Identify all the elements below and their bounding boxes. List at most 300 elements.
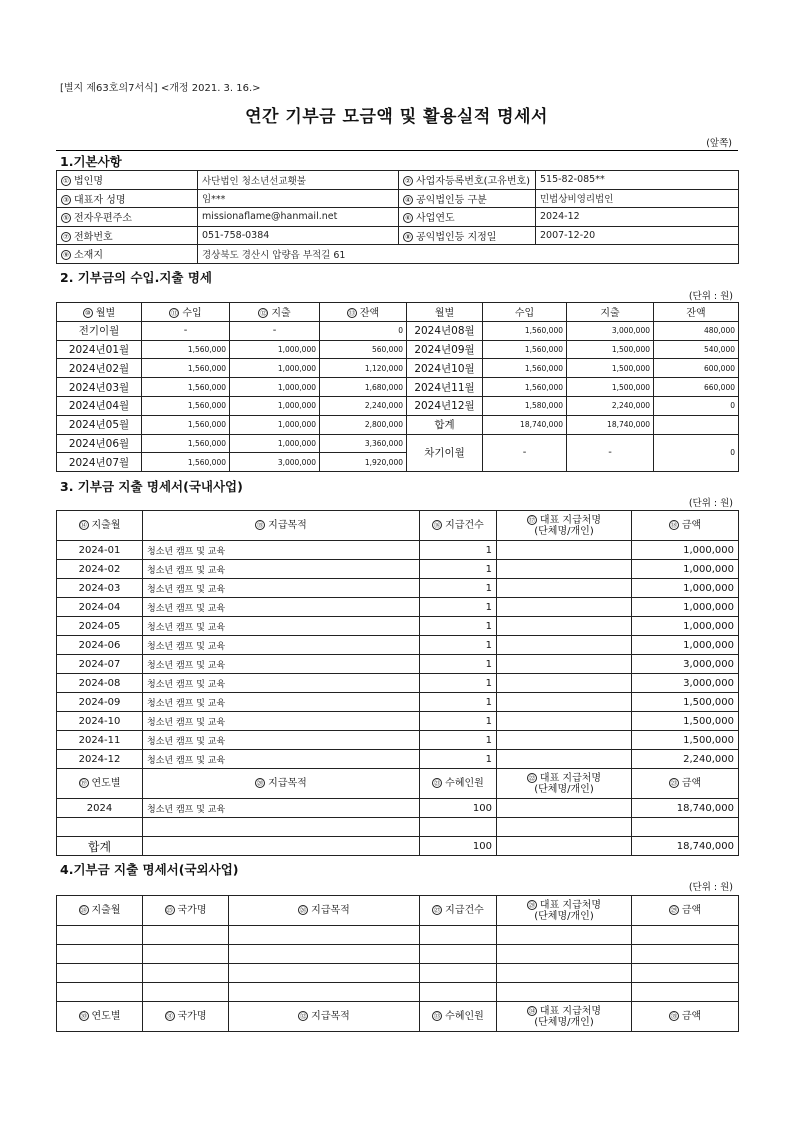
purpose-cell-text: 청소년 캠프 및 교육	[147, 698, 226, 709]
column-header	[230, 303, 320, 322]
month-cell	[57, 359, 142, 378]
count-cell-text: 1	[485, 582, 492, 594]
field-value	[198, 226, 399, 245]
column-header	[632, 896, 739, 926]
purpose-cell-text: 청소년 캠프 및 교육	[147, 546, 226, 557]
number-marker: ②	[403, 176, 413, 186]
empty-cell	[57, 818, 143, 837]
income-cell	[483, 415, 567, 434]
number-marker: ⑰	[528, 515, 536, 524]
payee-cell	[497, 712, 632, 731]
month-cell-text: 2024년05월	[68, 419, 130, 432]
number-marker: ⑨	[61, 250, 71, 260]
empty-cell	[229, 964, 420, 983]
column-header-text: 지급건수	[445, 905, 484, 916]
purpose-cell	[143, 636, 420, 655]
number-marker: ㉖	[299, 906, 307, 914]
empty-cell	[143, 945, 229, 964]
domestic-expense-table	[56, 510, 739, 856]
amount-cell	[632, 731, 739, 750]
expense-cell	[230, 396, 320, 415]
count-cell-text: 1	[485, 696, 492, 708]
number-marker: ⑳	[256, 779, 264, 787]
column-header	[497, 511, 632, 541]
income-cell-text: 1,560,000	[524, 363, 563, 373]
carry-expense	[567, 434, 654, 472]
empty-cell	[229, 926, 420, 945]
column-header-text: 월별	[95, 308, 116, 320]
number-marker: ㉘	[528, 900, 536, 909]
field-label-text: 법인명	[74, 176, 103, 188]
basic-info-table	[56, 170, 739, 264]
expense-cell-text: 18,740,000	[607, 420, 650, 430]
column-header-text: 대표 지급처명	[539, 772, 602, 784]
column-header-text: 금액	[681, 778, 702, 789]
table-row	[57, 655, 739, 674]
column-header-text: 수입	[514, 308, 535, 320]
balance-cell-text: 480,000	[703, 326, 735, 336]
table-row	[57, 818, 739, 837]
column-header	[420, 896, 497, 926]
total-row	[57, 837, 739, 856]
count-cell	[420, 541, 497, 560]
month-cell-text: 전기이월	[78, 325, 120, 338]
expense-cell	[567, 396, 654, 415]
count-cell	[420, 712, 497, 731]
expense-cell	[567, 378, 654, 397]
expense-cell	[567, 340, 654, 359]
column-header-text: 지급목적	[311, 1011, 350, 1022]
column-header-text: 지급목적	[268, 778, 307, 789]
expense-cell	[567, 321, 654, 340]
column-header	[320, 303, 407, 322]
income-cell-text: 1,560,000	[524, 382, 563, 392]
column-header-text: 지급목적	[268, 520, 307, 531]
payee-cell	[497, 579, 632, 598]
balance-cell	[654, 359, 739, 378]
carry-income-text: -	[522, 447, 527, 459]
income-cell	[483, 396, 567, 415]
section-divider	[56, 150, 738, 151]
count-cell	[420, 674, 497, 693]
month-cell-text: 2024-05	[78, 620, 121, 632]
amount-cell-text: 1,000,000	[683, 620, 734, 632]
income-cell-text: 1,560,000	[187, 382, 226, 392]
balance-cell	[654, 415, 739, 434]
purpose-cell	[143, 655, 420, 674]
count-cell	[420, 655, 497, 674]
column-header-text: 국가명	[177, 905, 207, 916]
income-cell-text: 1,560,000	[187, 401, 226, 411]
column-header-text: 국가명	[177, 1011, 207, 1022]
page-title: 연간 기부금 모금액 및 활용실적 명세서	[245, 107, 548, 127]
field-value-text: missionaflame@hanmail.net	[202, 211, 338, 223]
empty-cell	[143, 926, 229, 945]
expense-cell	[230, 321, 320, 340]
income-cell	[142, 434, 230, 453]
purpose-cell-text: 청소년 캠프 및 교육	[147, 660, 226, 671]
amount-cell-text: 3,000,000	[683, 677, 734, 689]
balance-cell-text: 2,240,000	[364, 401, 403, 411]
month-cell-text: 2024-08	[78, 677, 121, 689]
balance-cell	[320, 453, 407, 472]
field-label	[57, 226, 198, 245]
field-value-text: 민법상비영리법인	[540, 194, 614, 206]
empty-cell	[632, 964, 739, 983]
carry-balance-text: 0	[730, 448, 735, 458]
empty-cell	[57, 945, 143, 964]
section3-title: 3. 기부금 지출 명세서(국내사업)	[60, 479, 243, 494]
month-cell	[407, 415, 483, 434]
table-row	[57, 750, 739, 769]
month-cell	[407, 378, 483, 397]
count-cell-text: 1	[485, 563, 492, 575]
balance-cell	[320, 415, 407, 434]
table-row	[57, 964, 739, 983]
amount-cell	[632, 712, 739, 731]
count-cell-text: 1	[485, 620, 492, 632]
income-cell	[142, 378, 230, 397]
empty-cell	[497, 964, 632, 983]
column-header-text: 연도별	[91, 778, 121, 789]
month-cell	[57, 321, 142, 340]
total-amount-text: 18,740,000	[676, 840, 734, 852]
number-marker: ⑱	[670, 521, 678, 529]
table-header-row	[57, 511, 739, 541]
column-header	[407, 303, 483, 322]
field-label-text: 사업연도	[416, 213, 455, 225]
column-header	[57, 303, 142, 322]
table-row	[57, 926, 739, 945]
income-cell-text: 1,560,000	[187, 344, 226, 354]
expense-cell-text: 2,240,000	[611, 401, 650, 411]
month-cell-text: 2024-10	[78, 715, 121, 727]
month-cell-text: 2024-01	[78, 544, 121, 556]
month-cell	[57, 731, 143, 750]
balance-cell	[654, 340, 739, 359]
purpose-cell-text: 청소년 캠프 및 교육	[147, 717, 226, 728]
number-marker: ④	[403, 195, 413, 205]
table-row	[57, 579, 739, 598]
expense-cell	[230, 453, 320, 472]
table-row	[57, 693, 739, 712]
purpose-cell-text: 청소년 캠프 및 교육	[147, 584, 226, 595]
count-cell	[420, 636, 497, 655]
table-header-row	[57, 1002, 739, 1032]
address-value-text: 경상북도 경산시 압량읍 부적길 61	[202, 249, 346, 261]
amount-cell-text: 18,740,000	[676, 802, 734, 814]
field-value	[198, 171, 399, 190]
table-row	[57, 636, 739, 655]
column-header-text: 금액	[681, 905, 702, 916]
field-label-text: 사업자등록번호(고유번호)	[416, 176, 531, 188]
table-header-row	[57, 303, 739, 322]
column-header-text: 지출월	[91, 905, 121, 916]
month-cell	[57, 396, 142, 415]
empty-cell	[497, 837, 632, 856]
month-cell-text: 2024년03월	[68, 381, 130, 394]
beneficiaries-cell-text: 100	[472, 802, 492, 814]
income-cell-text: 1,560,000	[187, 363, 226, 373]
income-cell	[483, 321, 567, 340]
payee-cell	[497, 560, 632, 579]
month-cell	[57, 340, 142, 359]
empty-cell	[497, 818, 632, 837]
column-header-text: 지급목적	[311, 905, 350, 916]
income-cell-text: 1,580,000	[524, 401, 563, 411]
amount-cell	[632, 541, 739, 560]
month-cell-text: 2024년04월	[68, 400, 130, 413]
empty-cell	[632, 926, 739, 945]
column-header-text: 월별	[434, 308, 455, 320]
field-value-text: 2024-12	[540, 211, 580, 223]
month-cell-text: 2024-04	[78, 601, 121, 613]
field-value-text: 임***	[202, 194, 226, 206]
empty-cell	[497, 983, 632, 1002]
total-beneficiaries-text: 100	[472, 840, 492, 852]
amount-cell-text: 1,500,000	[683, 734, 734, 746]
expense-cell-text: -	[272, 325, 277, 337]
number-marker: ㉗	[433, 906, 441, 914]
number-marker: ㉞	[528, 1006, 536, 1015]
column-header	[229, 896, 420, 926]
field-label	[57, 208, 198, 227]
column-header-text: 지출	[600, 308, 620, 320]
column-header-text: 수혜인원	[445, 778, 484, 789]
balance-cell-text: 1,680,000	[364, 382, 403, 392]
purpose-cell	[143, 560, 420, 579]
balance-cell	[654, 321, 739, 340]
column-header	[57, 769, 143, 799]
month-cell	[57, 415, 142, 434]
number-marker: ㉔	[80, 906, 87, 914]
form-reference: [별지 제63호의7서식] <개정 2021. 3. 16.>	[60, 83, 261, 94]
number-marker: ⑤	[61, 213, 71, 223]
header-sub-label: (단체명/개인)	[534, 1016, 594, 1028]
column-header	[57, 896, 143, 926]
number-marker: ⑧	[403, 232, 413, 242]
number-marker: ㉒	[528, 773, 536, 782]
field-label-text: 소재지	[74, 250, 103, 262]
month-cell	[57, 617, 143, 636]
year-cell	[57, 799, 143, 818]
expense-cell-text: 1,500,000	[611, 382, 650, 392]
table-row	[57, 712, 739, 731]
payee-cell	[497, 636, 632, 655]
number-marker: ⑫	[260, 309, 267, 318]
column-header	[632, 1002, 739, 1032]
purpose-cell	[143, 579, 420, 598]
month-cell-text: 2024년06월	[68, 437, 130, 450]
month-cell-text: 2024-11	[78, 734, 121, 746]
payee-cell	[497, 693, 632, 712]
field-value	[536, 189, 739, 208]
amount-cell	[632, 655, 739, 674]
income-cell-text: 1,560,000	[187, 457, 226, 467]
table-header-row	[57, 769, 739, 799]
column-header	[420, 511, 497, 541]
year-cell-text: 2024	[86, 802, 113, 814]
table-row	[57, 171, 739, 190]
expense-cell-text: 1,000,000	[277, 420, 316, 430]
column-header-text: 잔액	[359, 308, 380, 320]
column-header	[497, 1002, 632, 1032]
amount-cell-text: 1,000,000	[683, 563, 734, 575]
purpose-cell-text: 청소년 캠프 및 교육	[147, 603, 226, 614]
income-cell	[483, 378, 567, 397]
empty-cell	[143, 964, 229, 983]
amount-cell-text: 2,240,000	[683, 753, 734, 765]
month-cell-text: 2024년10월	[414, 362, 475, 375]
amount-cell-text: 1,000,000	[683, 582, 734, 594]
balance-cell	[320, 321, 407, 340]
month-cell-text: 2024년07월	[68, 456, 130, 469]
count-cell	[420, 598, 497, 617]
column-header	[654, 303, 739, 322]
table-row	[57, 245, 739, 264]
column-header-text: 대표 지급처명	[539, 899, 602, 911]
month-cell	[57, 598, 143, 617]
amount-cell	[632, 636, 739, 655]
balance-cell-text: 600,000	[703, 363, 735, 373]
table-row	[57, 945, 739, 964]
income-cell	[483, 340, 567, 359]
expense-cell-text: 3,000,000	[277, 457, 316, 467]
table-row	[57, 799, 739, 818]
month-cell	[57, 693, 143, 712]
column-header	[57, 511, 143, 541]
purpose-cell	[143, 541, 420, 560]
header-sub-label: (단체명/개인)	[534, 783, 594, 795]
income-expense-table	[56, 302, 739, 472]
purpose-cell-text: 청소년 캠프 및 교육	[147, 622, 226, 633]
empty-cell	[57, 964, 143, 983]
table-row	[57, 560, 739, 579]
carry-expense-text: -	[608, 447, 612, 459]
month-cell-text: 2024년11월	[414, 381, 475, 394]
balance-cell-text: 560,000	[371, 344, 403, 354]
month-cell-text: 2024-06	[78, 639, 121, 651]
number-marker: ㉟	[670, 1012, 678, 1020]
income-cell-text: 1,560,000	[187, 438, 226, 448]
month-cell	[407, 321, 483, 340]
purpose-cell-text: 청소년 캠프 및 교육	[147, 804, 226, 815]
month-cell	[57, 655, 143, 674]
field-label-text: 공익법인등 지정일	[416, 231, 497, 243]
total-label-text: 합계	[87, 839, 112, 854]
number-marker: ⑬	[348, 309, 356, 318]
count-cell-text: 1	[485, 544, 492, 556]
number-marker: ③	[61, 195, 71, 205]
column-header	[143, 1002, 229, 1032]
balance-cell-text: 0	[398, 326, 403, 336]
number-marker: ㉛	[166, 1012, 173, 1020]
total-beneficiaries	[420, 837, 497, 856]
column-header	[143, 896, 229, 926]
amount-cell	[632, 674, 739, 693]
empty-cell	[497, 926, 632, 945]
column-header-text: 대표 지급처명	[539, 514, 602, 526]
column-header	[229, 1002, 420, 1032]
empty-cell	[143, 818, 420, 837]
address-value	[198, 245, 739, 264]
amount-cell	[632, 579, 739, 598]
empty-cell	[420, 926, 497, 945]
field-label-text: 공익법인등 구분	[416, 194, 487, 206]
expense-cell-text: 1,500,000	[611, 344, 650, 354]
field-label	[399, 226, 536, 245]
income-cell-text: -	[183, 325, 188, 337]
month-cell	[57, 636, 143, 655]
month-cell-text: 합계	[434, 419, 455, 432]
month-cell-text: 2024년02월	[68, 362, 130, 375]
empty-cell	[143, 837, 420, 856]
purpose-cell	[143, 674, 420, 693]
expense-cell-text: 1,000,000	[277, 344, 316, 354]
balance-cell	[320, 434, 407, 453]
month-cell-text: 2024-03	[78, 582, 121, 594]
month-cell	[57, 378, 142, 397]
expense-cell-text: 3,000,000	[611, 326, 650, 336]
expense-cell	[230, 340, 320, 359]
number-marker: ⑮	[256, 521, 264, 529]
month-cell-text: 2024년01월	[68, 343, 130, 356]
month-cell	[57, 434, 142, 453]
number-marker: ⑥	[403, 213, 413, 223]
payee-cell	[497, 617, 632, 636]
count-cell-text: 1	[485, 658, 492, 670]
purpose-cell	[143, 598, 420, 617]
month-cell-text: 2024-12	[78, 753, 121, 765]
empty-cell	[420, 945, 497, 964]
table-row	[57, 674, 739, 693]
month-cell	[57, 712, 143, 731]
amount-cell-text: 1,500,000	[683, 715, 734, 727]
section4-title: 4.기부금 지출 명세서(국외사업)	[60, 862, 239, 877]
table-row	[57, 396, 739, 415]
amount-cell-text: 1,000,000	[683, 601, 734, 613]
number-marker: ㉓	[670, 779, 678, 787]
count-cell	[420, 693, 497, 712]
field-label-text: 전자우편주소	[74, 213, 132, 225]
purpose-cell	[143, 712, 420, 731]
column-header	[497, 896, 632, 926]
count-cell-text: 1	[485, 601, 492, 613]
purpose-cell-text: 청소년 캠프 및 교육	[147, 679, 226, 690]
number-marker: ⑪	[171, 309, 178, 318]
table-row	[57, 378, 739, 397]
field-label-text: 대표자 성명	[74, 194, 126, 206]
count-cell	[420, 560, 497, 579]
expense-cell	[230, 359, 320, 378]
field-value	[536, 208, 739, 227]
table-header-row	[57, 896, 739, 926]
table-row	[57, 226, 739, 245]
expense-cell	[230, 434, 320, 453]
balance-cell-text: 540,000	[703, 344, 735, 354]
month-cell-text: 2024-07	[78, 658, 121, 670]
count-cell	[420, 750, 497, 769]
section4-unit: (단위 : 원)	[688, 882, 733, 893]
column-header	[497, 769, 632, 799]
field-value	[536, 226, 739, 245]
total-label	[57, 837, 143, 856]
column-header	[632, 511, 739, 541]
count-cell	[420, 579, 497, 598]
balance-cell	[320, 396, 407, 415]
balance-cell-text: 1,120,000	[364, 363, 403, 373]
count-cell	[420, 617, 497, 636]
